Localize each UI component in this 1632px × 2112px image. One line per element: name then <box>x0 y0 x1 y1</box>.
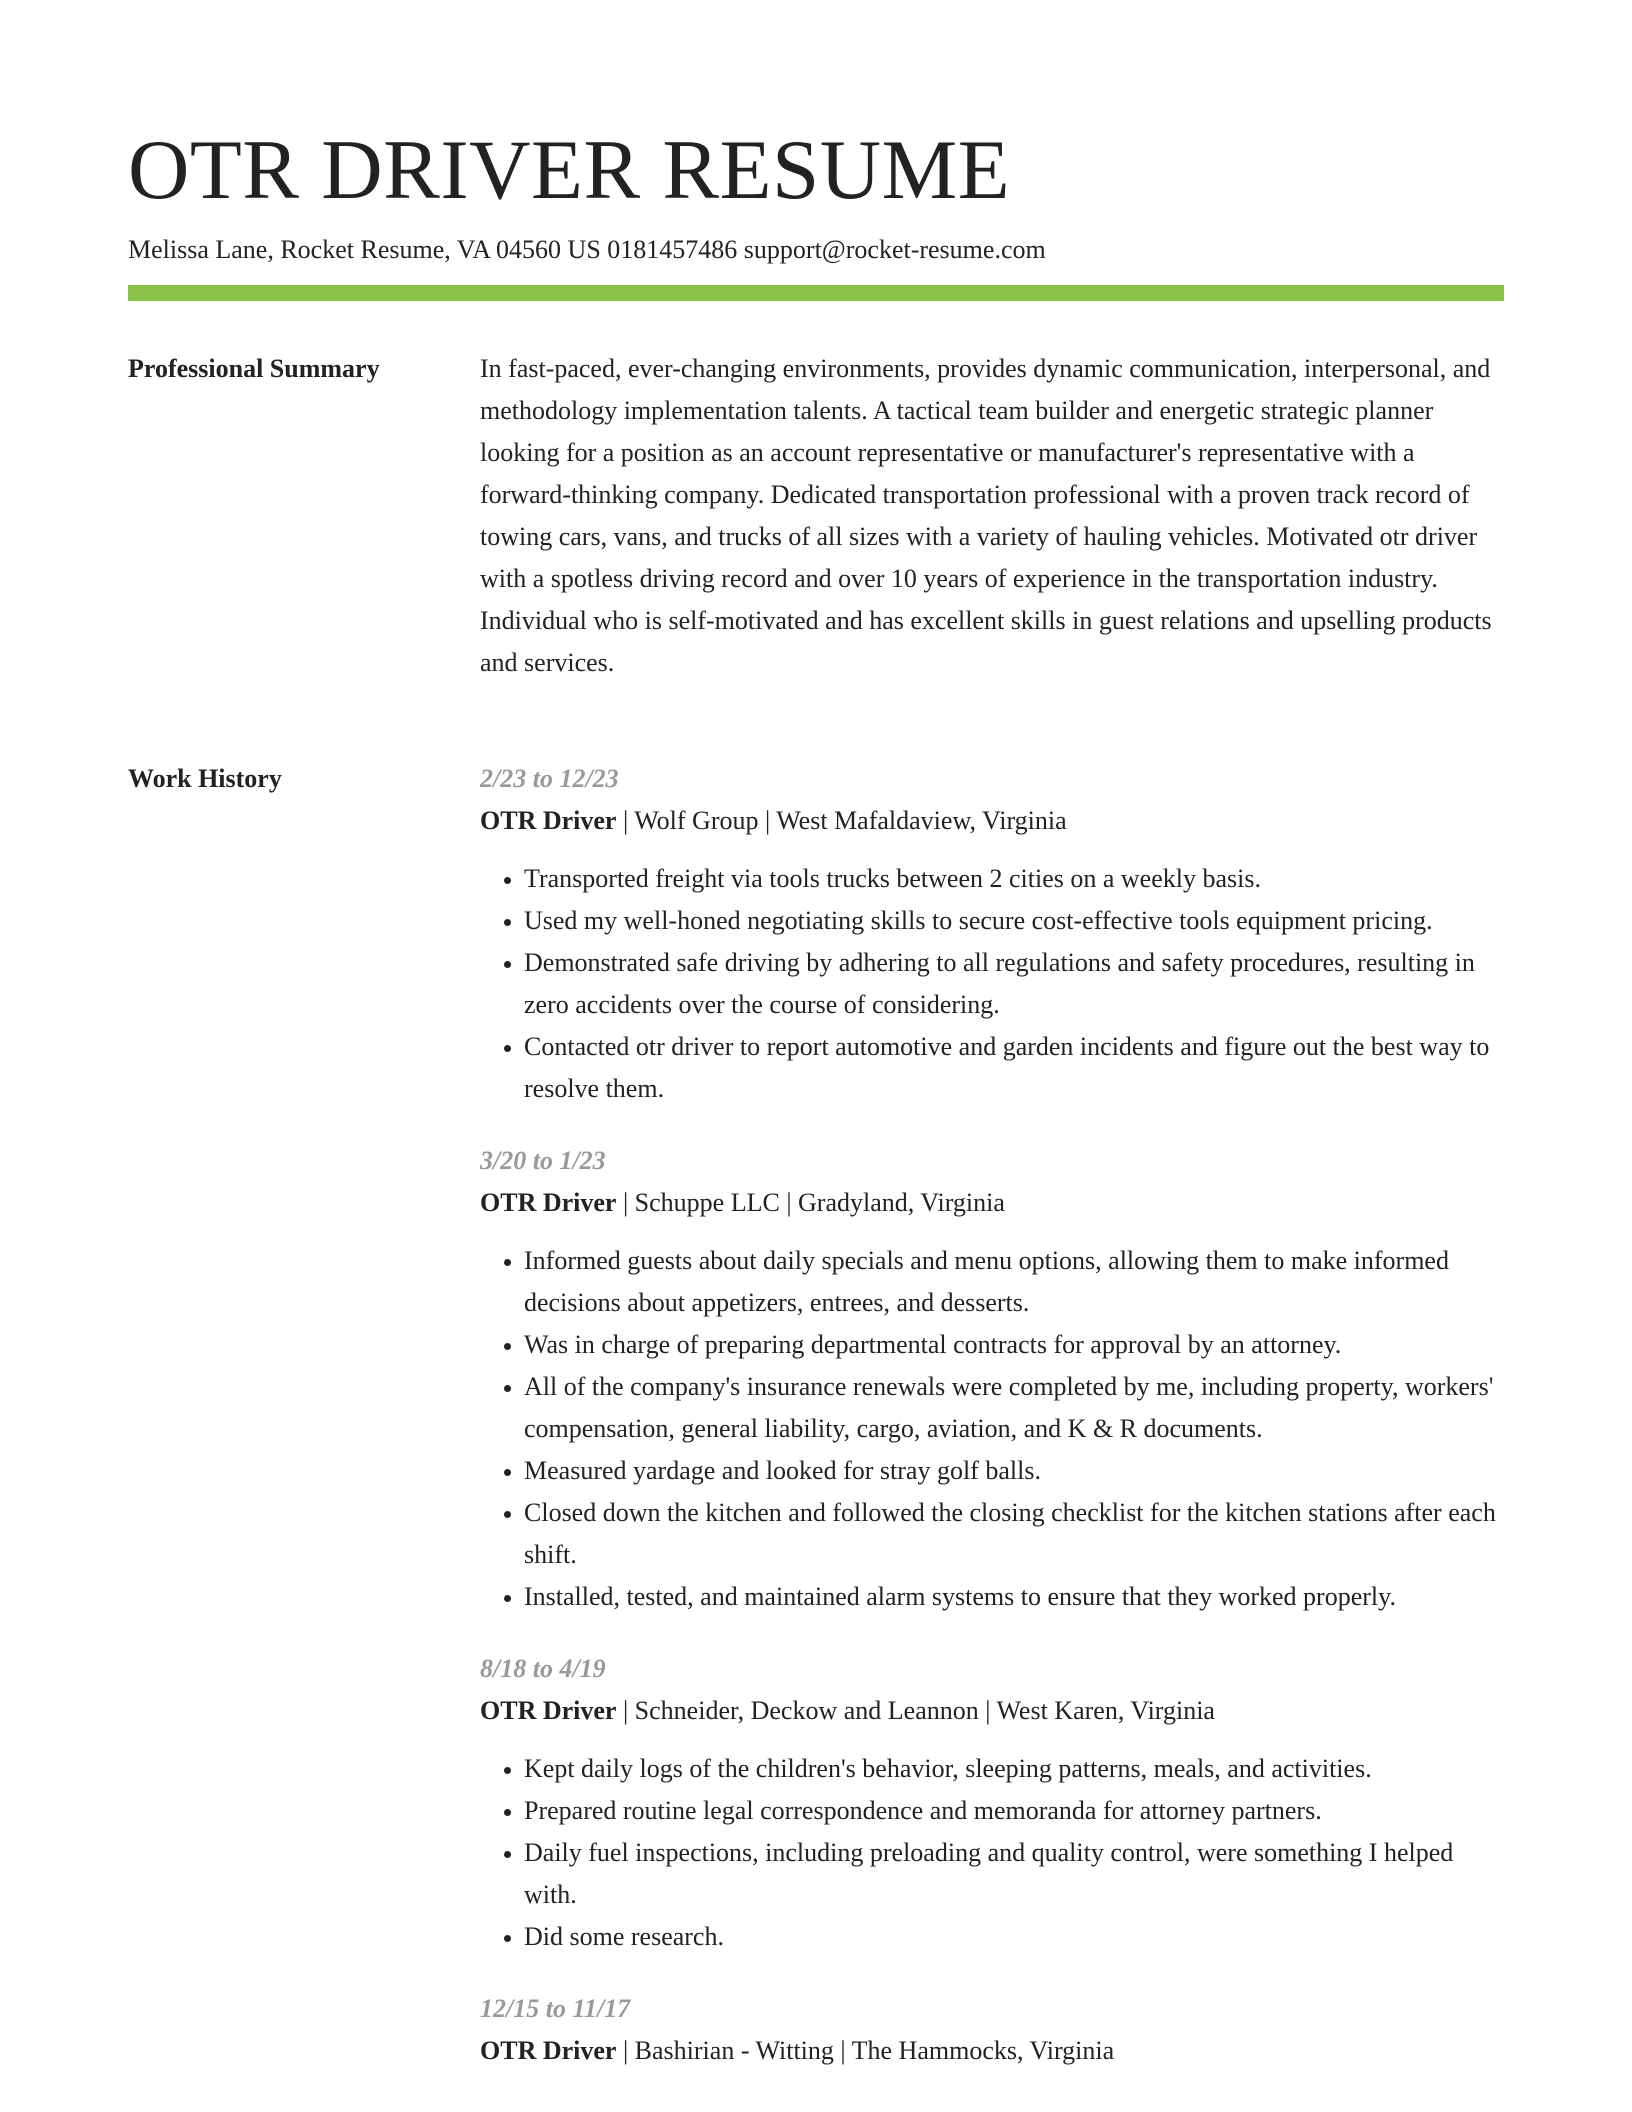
job-bullet: • Daily fuel inspections, including preloading and quality control, were something I helped with. <box>524 1832 1504 1916</box>
job-bullet: • Informed guests about daily specials and menu options, allowing them to make informed decisions about appetizers, entrees, and desserts. <box>524 1240 1504 1324</box>
job-title-line <box>480 800 1504 842</box>
job-role: OTR Driver <box>480 806 617 835</box>
job-entry <box>480 758 1504 1110</box>
job-title-line <box>480 2030 1504 2072</box>
job-bullet: • Installed, tested, and maintained alarm systems to ensure that they worked properly. <box>524 1576 1504 1618</box>
job-details: | Bashirian - Witting | The Hammocks, Virginia <box>616 2036 1115 2065</box>
job-dates: 3/20 to 1/23 <box>480 1146 606 1175</box>
job-role: OTR Driver <box>480 2036 617 2065</box>
job-bullet: • Closed down the kitchen and followed the closing checklist for the kitchen stations after each shift. <box>524 1492 1504 1576</box>
job-bullets <box>480 1240 1504 1618</box>
job-details: | Wolf Group | West Mafaldaview, Virginia <box>616 806 1067 835</box>
resume-title: OTR DRIVER RESUME <box>128 123 1011 217</box>
work-history-section <box>480 758 1504 2102</box>
job-bullets <box>480 1748 1504 1958</box>
job-bullet: • Kept daily logs of the children's behavior, sleeping patterns, meals, and activities. <box>524 1748 1504 1790</box>
job-bullet: • Contacted otr driver to report automotive and garden incidents and figure out the best way to resolve them. <box>524 1026 1504 1110</box>
job-bullet: • All of the company's insurance renewals were completed by me, including property, workers' compensation, general liability, cargo, aviation, and K & R documents. <box>524 1366 1504 1450</box>
contact-phone: 0181457486 <box>607 235 738 264</box>
summary-section <box>480 348 1504 684</box>
job-bullet: • Prepared routine legal correspondence and memoranda for attorney partners. <box>524 1790 1504 1832</box>
contact-address: Rocket Resume, VA 04560 US <box>280 235 601 264</box>
job-dates: 8/18 to 4/19 <box>480 1654 606 1683</box>
job-title-line <box>480 1182 1504 1224</box>
job-dates: 12/15 to 11/17 <box>480 1994 631 2023</box>
job-title-line <box>480 1690 1504 1732</box>
job-bullet: • Transported freight via tools trucks between 2 cities on a weekly basis. <box>524 858 1504 900</box>
job-entry <box>480 1140 1504 1618</box>
summary-text: In fast-paced, ever-changing environments, provides dynamic communication, interpersonal, and methodology implementation talents. A tactical team builder and energetic strategic planner looking for a position as an account representative or manufacturer's representative with a forward-thinking company. Dedicated transportation professional with a proven track record of towing cars, vans, and trucks of all sizes with a variety of hauling vehicles. Motivated otr driver with a spotless driving record and over 10 years of experience in the transportation industry. Individual who is self-motivated and has excellent skills in guest relations and upselling products and services. <box>480 354 1492 677</box>
job-entry <box>480 1648 1504 1958</box>
job-role: OTR Driver <box>480 1188 617 1217</box>
contact-email: support@rocket-resume.com <box>743 235 1046 264</box>
contact-name: Melissa Lane, <box>128 235 274 264</box>
header-divider <box>128 285 1504 301</box>
work-history-label: Work History <box>128 764 282 793</box>
summary-label: Professional Summary <box>128 354 380 383</box>
contact-line <box>128 232 1046 268</box>
job-role: OTR Driver <box>480 1696 617 1725</box>
job-details: | Schneider, Deckow and Leannon | West Karen, Virginia <box>616 1696 1215 1725</box>
job-bullet: • Measured yardage and looked for stray golf balls. <box>524 1450 1504 1492</box>
job-entry <box>480 1988 1504 2072</box>
job-bullet: • Demonstrated safe driving by adhering to all regulations and safety procedures, resulting in zero accidents over the course of considering. <box>524 942 1504 1026</box>
job-dates: 2/23 to 12/23 <box>480 764 619 793</box>
job-bullet: • Was in charge of preparing departmental contracts for approval by an attorney. <box>524 1324 1504 1366</box>
job-bullet: • Used my well-honed negotiating skills to secure cost-effective tools equipment pricing. <box>524 900 1504 942</box>
job-details: | Schuppe LLC | Gradyland, Virginia <box>616 1188 1005 1217</box>
job-bullets <box>480 858 1504 1110</box>
job-bullet: • Did some research. <box>524 1916 1504 1958</box>
